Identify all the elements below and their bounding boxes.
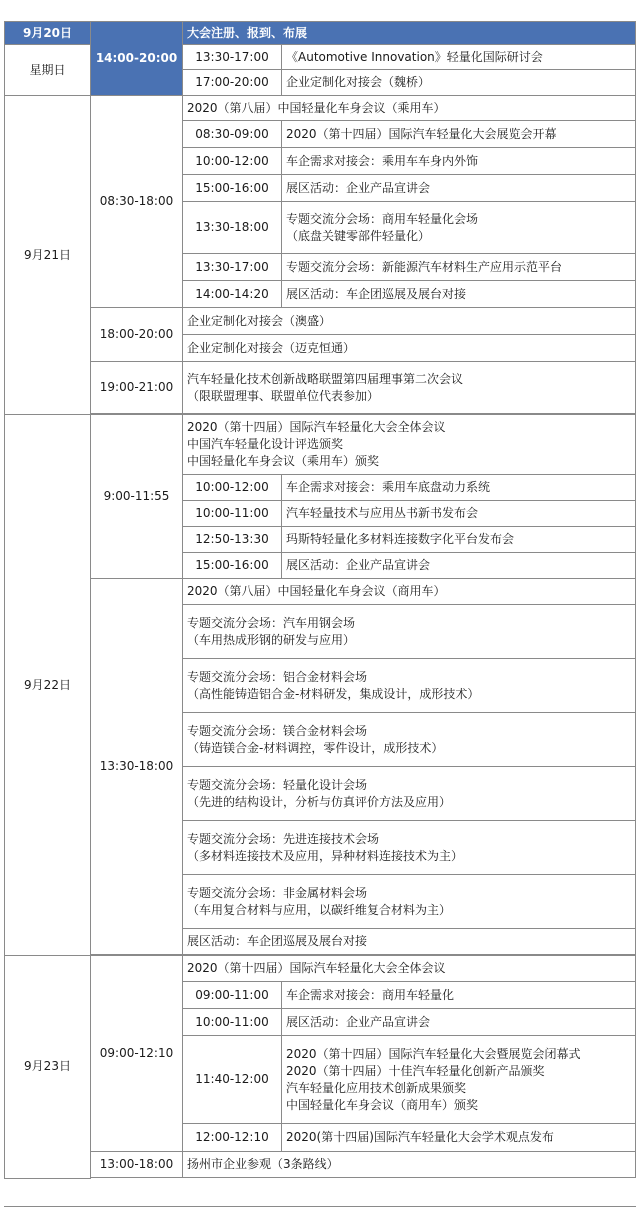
session-line: （铸造镁合金-材料调控，零件设计，成形技术）: [187, 740, 444, 755]
session-header: 大会注册、报到、布展: [183, 22, 636, 45]
session-line: 专题交流分会场：镁合金材料会场: [187, 723, 368, 738]
table-row: [5, 1152, 636, 1178]
event-line: （限联盟理事、联盟单位代表参加）: [187, 388, 380, 403]
event-line: 汽车轻量化技术创新战略联盟第四届理事第二次会议: [187, 371, 464, 386]
session-cell: [183, 767, 636, 821]
session-line: （车用热成形钢的研发与应用）: [187, 632, 356, 647]
session-line: 专题交流分会场：铝合金材料会场: [187, 669, 368, 684]
table-row: [5, 22, 636, 45]
sub-time-cell: 11:40-12:00: [183, 1036, 282, 1124]
time-cell: 13:30-18:00: [91, 579, 183, 955]
event-cell: 展区活动：企业产品宣讲会: [282, 175, 636, 202]
session-cell: [183, 875, 636, 929]
sub-time-cell: 10:00-11:00: [183, 501, 282, 527]
event-cell: 专题交流分会场：新能源汽车材料生产应用示范平台: [282, 254, 636, 281]
time-cell: 19:00-21:00: [91, 362, 183, 414]
session-line: （车用复合材料与应用，以碳纤维复合材料为主）: [187, 902, 452, 917]
event-cell: 展区活动：车企团巡展及展台对接: [282, 281, 636, 308]
sub-time-cell: 08:30-09:00: [183, 121, 282, 148]
sub-time-cell: 14:00-14:20: [183, 281, 282, 308]
session-line: 专题交流分会场：汽车用钢会场: [187, 615, 356, 630]
table-row: [5, 362, 636, 414]
event-line: 中国轻量化车身会议（商用车）颁奖: [286, 1097, 479, 1112]
event-cell: [183, 362, 636, 414]
time-cell: 13:00-18:00: [91, 1152, 183, 1178]
header-line: 中国汽车轻量化设计评选颁奖: [187, 437, 344, 451]
event-cell: 2020(第十四届)国际汽车轻量化大会学术观点发布: [282, 1124, 636, 1152]
date-cell: 9月20日: [5, 22, 91, 45]
table-row: [5, 1178, 636, 1179]
event-line: 2020（第十四届）国际汽车轻量化大会暨展览会闭幕式: [286, 1046, 581, 1061]
table-row: [5, 96, 636, 121]
session-cell: [183, 659, 636, 713]
session-line: （先进的结构设计，分析与仿真评价方法及应用）: [187, 794, 452, 809]
session-cell: [183, 821, 636, 875]
event-cell: 扬州市企业参观（3条路线）: [183, 1152, 636, 1178]
sub-time-cell: 15:00-16:00: [183, 175, 282, 202]
time-cell: 14:00-20:00: [91, 22, 183, 96]
sub-time-cell: 10:00-12:00: [183, 148, 282, 175]
session-header: [183, 415, 636, 475]
session-header: 2020（第八届）中国轻量化车身会议（商用车）: [183, 579, 636, 605]
session-cell: [183, 713, 636, 767]
sub-time-cell: 12:50-13:30: [183, 527, 282, 553]
table-row: [5, 415, 636, 475]
sub-time-cell: 09:00-11:00: [183, 982, 282, 1009]
sub-time-cell: 13:30-17:00: [183, 45, 282, 70]
date-cell: 9月23日: [5, 956, 91, 1179]
session-cell: [183, 605, 636, 659]
sub-time-cell: 12:00-12:10: [183, 1124, 282, 1152]
time-cell: 9:00-11:55: [91, 415, 183, 579]
event-cell: 汽车轻量技术与应用丛书新书发布会: [282, 501, 636, 527]
session-line: 专题交流分会场：非金属材料会场: [187, 885, 368, 900]
sub-time-cell: 13:30-17:00: [183, 254, 282, 281]
session-header: 2020（第十四届）国际汽车轻量化大会全体会议: [183, 956, 636, 982]
event-cell: [282, 202, 636, 254]
weekday-cell: 星期日: [5, 45, 91, 96]
sub-time-cell: 10:00-12:00: [183, 475, 282, 501]
event-cell: 企业定制化对接会（魏桥）: [282, 70, 636, 96]
session-line: 专题交流分会场：轻量化设计会场: [187, 777, 368, 792]
session-line: （多材料连接技术及应用，异种材料连接技术为主）: [187, 848, 464, 863]
event-cell: 企业定制化对接会（澳盛）: [183, 308, 636, 335]
time-cell: 08:30-18:00: [91, 96, 183, 308]
date-cell: 9月21日: [5, 96, 91, 415]
table-row: [5, 308, 636, 335]
sub-time-cell: 10:00-11:00: [183, 1009, 282, 1036]
header-line: 2020（第十四届）国际汽车轻量化大会全体会议: [187, 420, 446, 434]
event-cell: 《Automotive Innovation》轻量化国际研讨会: [282, 45, 636, 70]
time-cell: 18:00-20:00: [91, 308, 183, 362]
event-cell: 车企需求对接会：商用车轻量化: [282, 982, 636, 1009]
event-cell: 车企需求对接会：乘用车底盘动力系统: [282, 475, 636, 501]
sub-time-cell: 17:00-20:00: [183, 70, 282, 96]
event-cell: [282, 1036, 636, 1124]
session-header: 2020（第八届）中国轻量化车身会议（乘用车）: [183, 96, 636, 121]
event-line: （底盘关键零部件轻量化）: [286, 228, 431, 243]
event-line: 专题交流分会场：商用车轻量化会场: [286, 211, 479, 226]
header-line: 中国轻量化车身会议（乘用车）颁奖: [187, 454, 380, 468]
event-line: 汽车轻量化应用技术创新成果颁奖: [286, 1080, 467, 1095]
event-cell: 玛斯特轻量化多材料连接数字化平台发布会: [282, 527, 636, 553]
event-line: 2020（第十四届）十佳汽车轻量化创新产品颁奖: [286, 1063, 545, 1078]
event-cell: 展区活动：企业产品宣讲会: [282, 553, 636, 579]
time-cell: 09:00-12:10: [91, 956, 183, 1152]
session-line: （高性能铸造铝合金-材料研发，集成设计，成形技术）: [187, 686, 480, 701]
table-row: [5, 956, 636, 982]
event-cell: 2020（第十四届）国际汽车轻量化大会展览会开幕: [282, 121, 636, 148]
sub-time-cell: 13:30-18:00: [183, 202, 282, 254]
spacer: [91, 1178, 636, 1179]
table-row: [5, 579, 636, 605]
session-line: 专题交流分会场：先进连接技术会场: [187, 831, 380, 846]
sub-time-cell: 15:00-16:00: [183, 553, 282, 579]
event-cell: 企业定制化对接会（迈克恒通）: [183, 335, 636, 362]
event-cell: 车企需求对接会：乘用车车身内外饰: [282, 148, 636, 175]
divider: [4, 1206, 636, 1207]
event-cell: 展区活动：企业产品宣讲会: [282, 1009, 636, 1036]
schedule-table: [4, 21, 636, 1179]
event-cell: 展区活动：车企团巡展及展台对接: [183, 929, 636, 955]
date-cell: 9月22日: [5, 415, 91, 956]
